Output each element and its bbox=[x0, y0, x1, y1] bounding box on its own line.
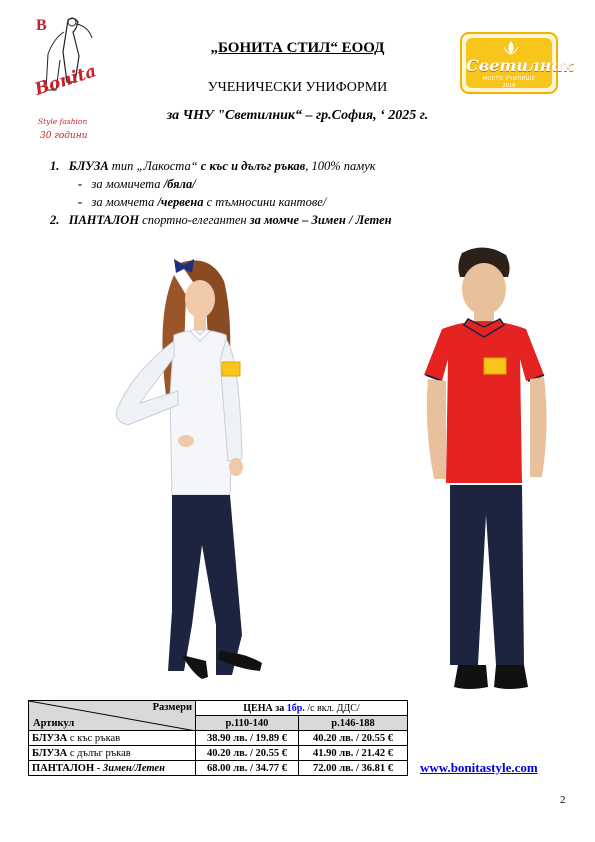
row-name: БЛУЗА bbox=[32, 747, 68, 759]
row-desc: с къс ръкав bbox=[67, 732, 121, 744]
company-name: „БОНИТА СТИЛ“ ЕООД bbox=[210, 40, 385, 56]
svetilnik-logo-year: 2018 bbox=[502, 83, 516, 89]
table-row bbox=[29, 731, 408, 746]
subitem-bold-text: /бяла/ bbox=[163, 177, 196, 191]
header-sizes: Размери bbox=[152, 702, 192, 713]
items-list bbox=[50, 157, 392, 229]
item-bold-text: за момче – Зимен / Летен bbox=[249, 213, 392, 227]
price-table bbox=[28, 700, 408, 776]
item-number: 1. bbox=[50, 159, 60, 173]
item-text: , 100% памук bbox=[305, 159, 376, 173]
row-price-1: 40.20 лв. / 20.55 € bbox=[196, 746, 299, 761]
header-price-vat: /с вкл. ДДС/ bbox=[304, 702, 360, 714]
header-price bbox=[196, 701, 408, 716]
list-subitem bbox=[50, 175, 392, 193]
item-name: БЛУЗА bbox=[68, 159, 109, 173]
svg-text:B: B bbox=[36, 17, 47, 34]
girl-uniform-photo bbox=[108, 255, 288, 690]
page-subtitle: за ЧНУ "Светилник“ – гр.София, ‘ 2025 г. bbox=[166, 108, 429, 123]
logo-brand-text: Bonita bbox=[32, 61, 99, 100]
header-article: Артикул bbox=[33, 718, 75, 729]
row-desc: Зимен/Летен bbox=[102, 762, 165, 774]
subitem-dash: - bbox=[78, 177, 83, 191]
subitem-text: с тъмносини кантове/ bbox=[203, 195, 327, 209]
item-number: 2. bbox=[50, 213, 60, 227]
row-price-2: 72.00 лв. / 36.81 € bbox=[299, 761, 408, 776]
row-name: ПАНТАЛОН - bbox=[32, 762, 103, 774]
header-price-unit: 1бр. bbox=[286, 702, 305, 714]
website-link[interactable]: www.bonitastyle.com bbox=[420, 760, 538, 775]
logo-tag-text: Style fashion bbox=[38, 117, 88, 126]
item-bold-text: с къс и дълъг ръкав bbox=[200, 159, 306, 173]
row-price-1: 68.00 лв. / 34.77 € bbox=[196, 761, 299, 776]
page-title: УЧЕНИЧЕСКИ УНИФОРМИ bbox=[207, 80, 388, 95]
table-row bbox=[29, 746, 408, 761]
table-corner-header bbox=[29, 701, 196, 731]
row-price-2: 41.90 лв. / 21.42 € bbox=[299, 746, 408, 761]
item-text: тип „Лакоста“ bbox=[108, 159, 201, 173]
svetilnik-logo-word: Светилник bbox=[466, 56, 574, 75]
header-price-label: ЦЕНА за bbox=[243, 702, 287, 714]
row-price-2: 40.20 лв. / 20.55 € bbox=[299, 731, 408, 746]
subitem-dash: - bbox=[78, 195, 83, 209]
logo-years-text: 30 години bbox=[40, 131, 88, 141]
item-name: ПАНТАЛОН bbox=[68, 213, 140, 227]
row-price-1: 38.90 лв. / 19.89 € bbox=[196, 731, 299, 746]
page-number: 2 bbox=[560, 794, 566, 806]
svetilnik-logo-sub: МОЕТО УЧИЛИЩЕ bbox=[482, 76, 536, 82]
subitem-bold-text: /червена bbox=[157, 195, 204, 209]
item-text: спортно-елегантен bbox=[139, 213, 250, 227]
header-size-2: р.146-188 bbox=[299, 716, 408, 731]
row-desc: с дълъг ръкав bbox=[67, 747, 131, 759]
list-item bbox=[50, 157, 392, 175]
list-subitem bbox=[50, 193, 392, 211]
boy-uniform-photo bbox=[418, 245, 553, 715]
header-size-1: р.110-140 bbox=[196, 716, 299, 731]
row-name: БЛУЗА bbox=[32, 732, 68, 744]
table-row bbox=[29, 761, 408, 776]
subitem-text: за момчета bbox=[91, 195, 158, 209]
subitem-text: за момичета bbox=[91, 177, 164, 191]
bonita-logo bbox=[28, 12, 106, 144]
list-item bbox=[50, 211, 392, 229]
